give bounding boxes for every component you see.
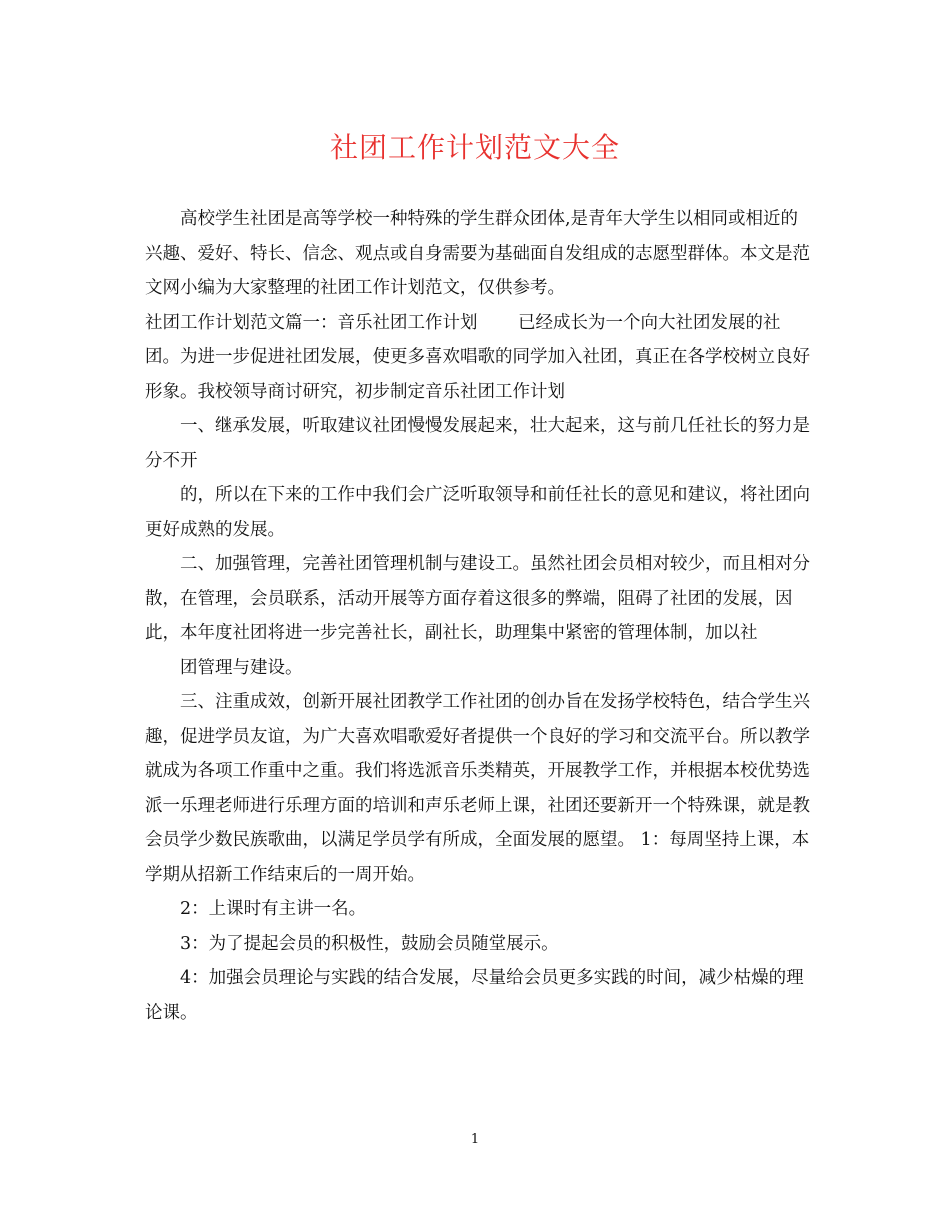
section-two-continued-paragraph: 团管理与建设。 (180, 657, 303, 678)
document-title: 社团工作计划范文大全 (329, 131, 620, 164)
intro-paragraph: 高校学生社团是高等学校一种特殊的学生群众团体,是青年大学生以相同或相近的兴趣、爱好、特长、信念、观点或自身需要为基础面自发组成的志愿型群体。本文是范文网小编为大家整理的社团工作计划范文，仅供参考。 (145, 209, 810, 298)
section-two-paragraph: 二、加强管理，完善社团管理机制与建设工。虽然社团会员相对较少，而且相对分散，在管理，会员联系，活动开展等方面存着这很多的弊端，阻碍了社团的发展，因此，本年度社团将进一步完善社长，副社长，助理集中紧密的管理体制，加以社 (145, 554, 810, 643)
item-three-paragraph: 3：为了提起会员的积极性，鼓励会员随堂展示。 (180, 933, 559, 954)
section-one-paragraph: 一、继承发展，听取建议社团慢慢发展起来，壮大起来，这与前几任社长的努力是分不开 (145, 416, 810, 471)
item-two-paragraph: 2：上课时有主讲一名。 (180, 899, 367, 919)
item-four-paragraph: 4：加强会员理论与实践的结合发展，尽量给会员更多实践的时间，减少枯燥的理论课。 (145, 968, 804, 1023)
article-heading-paragraph: 社团工作计划范文篇一：音乐社团工作计划 已经成长为一个向大社团发展的社团。为进一步促进社团发展，使更多喜欢唱歌的同学加入社团，真正在各学校树立良好形象。我校领导商讨研究，初步制定音乐社团工作计划 (145, 312, 810, 402)
section-three-paragraph: 三、注重成效，创新开展社团教学工作社团的创办旨在发扬学校特色，结合学生兴趣，促进学员友谊，为广大喜欢唱歌爱好者提供一个良好的学习和交流平台。所以教学就成为各项工作重中之重。我们将选派音乐类精英，开展教学工作，并根据本校优势选派一乐理老师进行乐理方面的培训和声乐老师上课，社团还要新开一个特殊课，就是教会员学少数民族歌曲，以满足学员学有所成，全面发展的愿望。 1：每周坚持上课，本学期从招新工作结束后的一周开始。 (145, 692, 810, 885)
page-number: 1 (470, 1132, 480, 1147)
document-body (145, 202, 810, 1030)
section-one-continued-paragraph: 的，所以在下来的工作中我们会广泛听取领导和前任社长的意见和建议，将社团向更好成熟的发展。 (145, 485, 810, 540)
